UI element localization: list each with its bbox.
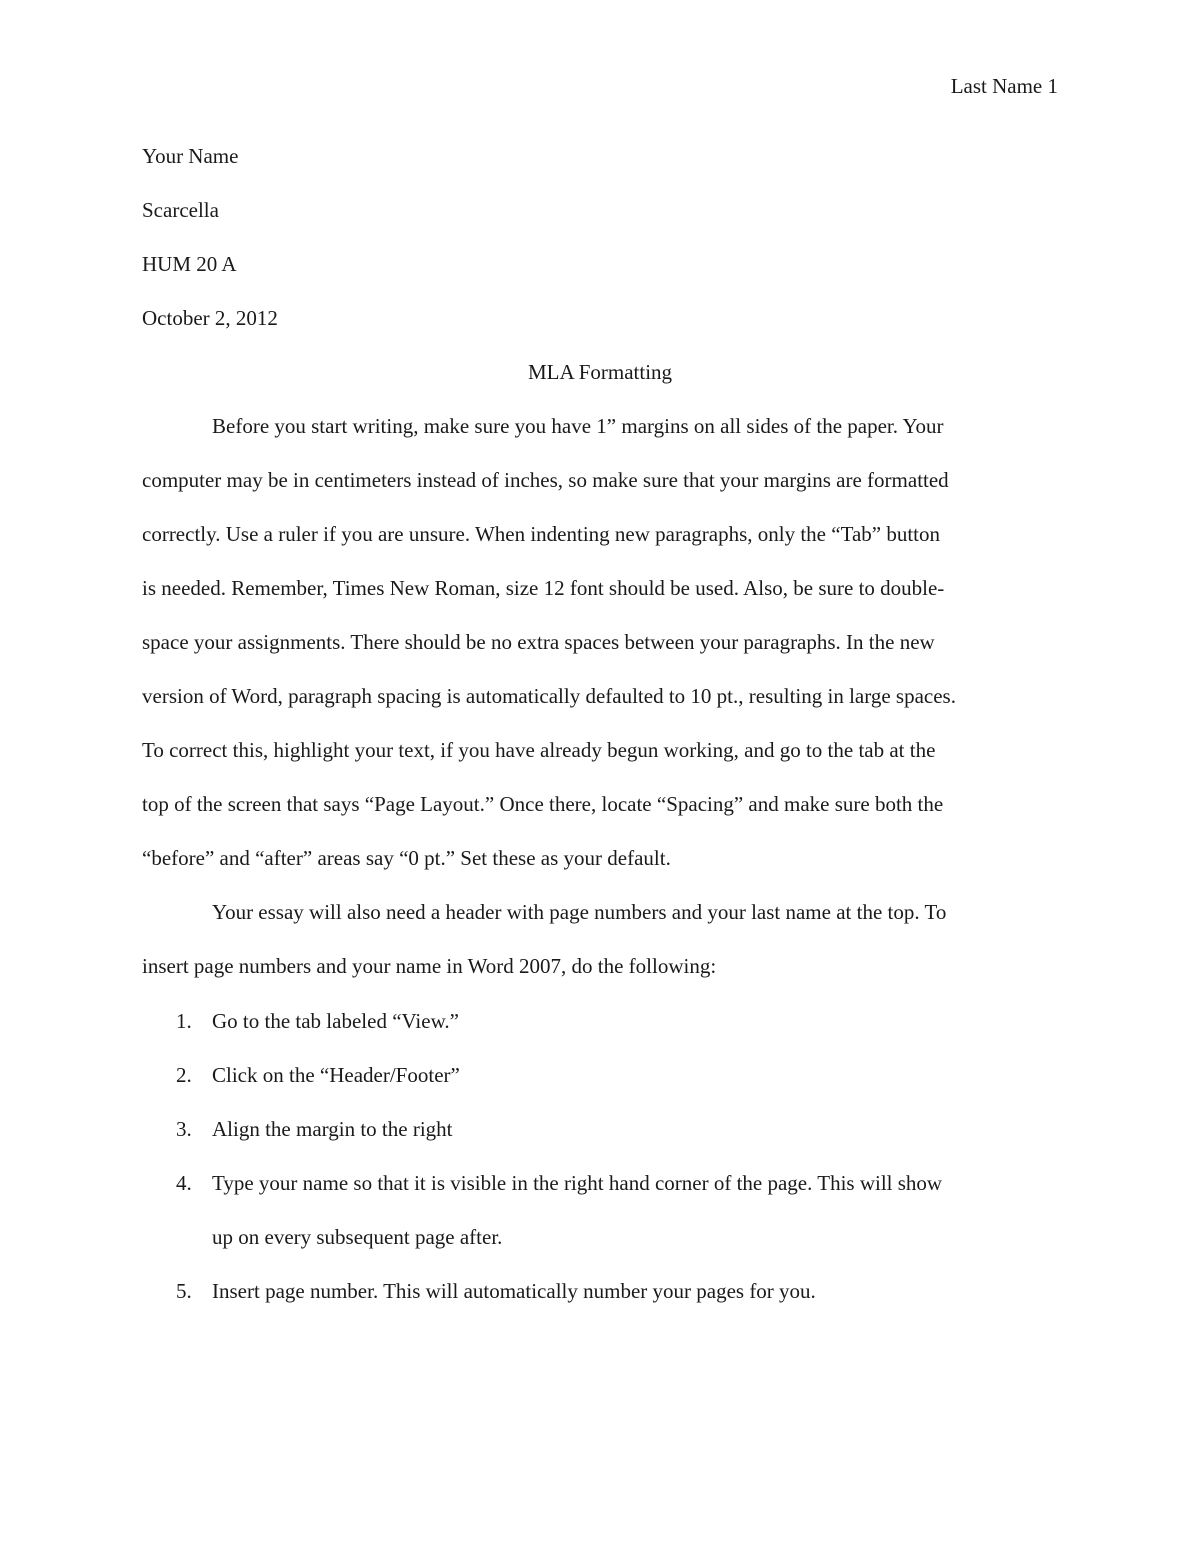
list-item — [142, 1008, 1058, 1062]
paragraph-line: is needed. Remember, Times New Roman, size 12 font should be used. Also, be sure to double- — [142, 576, 945, 600]
list-item — [142, 1116, 1058, 1170]
date-line: October 2, 2012 — [142, 306, 278, 330]
paragraph-line: Your essay will also need a header with page numbers and your last name at the top. To — [212, 900, 947, 924]
list-number: 2. — [176, 1063, 192, 1087]
paragraph-line: space your assignments. There should be no extra spaces between your paragraphs. In the new — [142, 630, 935, 654]
paragraph-line: Before you start writing, make sure you have 1” margins on all sides of the paper. Your — [212, 414, 944, 438]
list-item-text: Click on the “Header/Footer” — [212, 1063, 460, 1087]
list-item — [142, 1062, 1058, 1116]
body-text — [142, 413, 1058, 1007]
list-item-text: up on every subsequent page after. — [212, 1225, 503, 1249]
course-name: HUM 20 A — [142, 252, 237, 276]
paragraph-line: version of Word, paragraph spacing is automatically defaulted to 10 pt., resulting in large spaces. — [142, 684, 956, 708]
list-item-text: Insert page number. This will automatically number your pages for you. — [212, 1279, 816, 1303]
paragraph-line: “before” and “after” areas say “0 pt.” Set these as your default. — [142, 846, 671, 870]
list-item-text: Align the margin to the right — [212, 1117, 453, 1141]
document-title: MLA Formatting — [527, 360, 673, 384]
paragraph-line: computer may be in centimeters instead of inches, so make sure that your margins are formatted — [142, 468, 949, 492]
mla-heading-block — [142, 143, 1058, 359]
paragraph-line: top of the screen that says “Page Layout.” Once there, locate “Spacing” and make sure both the — [142, 792, 944, 816]
list-number: 4. — [176, 1171, 192, 1195]
list-item-text: Go to the tab labeled “View.” — [212, 1009, 459, 1033]
list-item-text: Type your name so that it is visible in the right hand corner of the page. This will show — [212, 1171, 943, 1195]
paragraph-line: correctly. Use a ruler if you are unsure. When indenting new paragraphs, only the “Tab” button — [142, 522, 940, 546]
list-number: 3. — [176, 1117, 192, 1141]
list-number: 5. — [176, 1279, 192, 1303]
paragraph-line: To correct this, highlight your text, if you have already begun working, and go to the tab at the — [142, 738, 936, 762]
numbered-list — [142, 1008, 1058, 1332]
list-item — [142, 1278, 1058, 1332]
paragraph — [142, 413, 1058, 899]
instructor-name: Scarcella — [142, 198, 219, 222]
paragraph-line: insert page numbers and your name in Word 2007, do the following: — [142, 954, 717, 978]
list-item — [142, 1170, 1058, 1278]
list-number: 1. — [176, 1009, 192, 1033]
paragraph — [142, 899, 1058, 1007]
student-name: Your Name — [142, 144, 239, 168]
running-header: Last Name 1 — [950, 74, 1058, 98]
